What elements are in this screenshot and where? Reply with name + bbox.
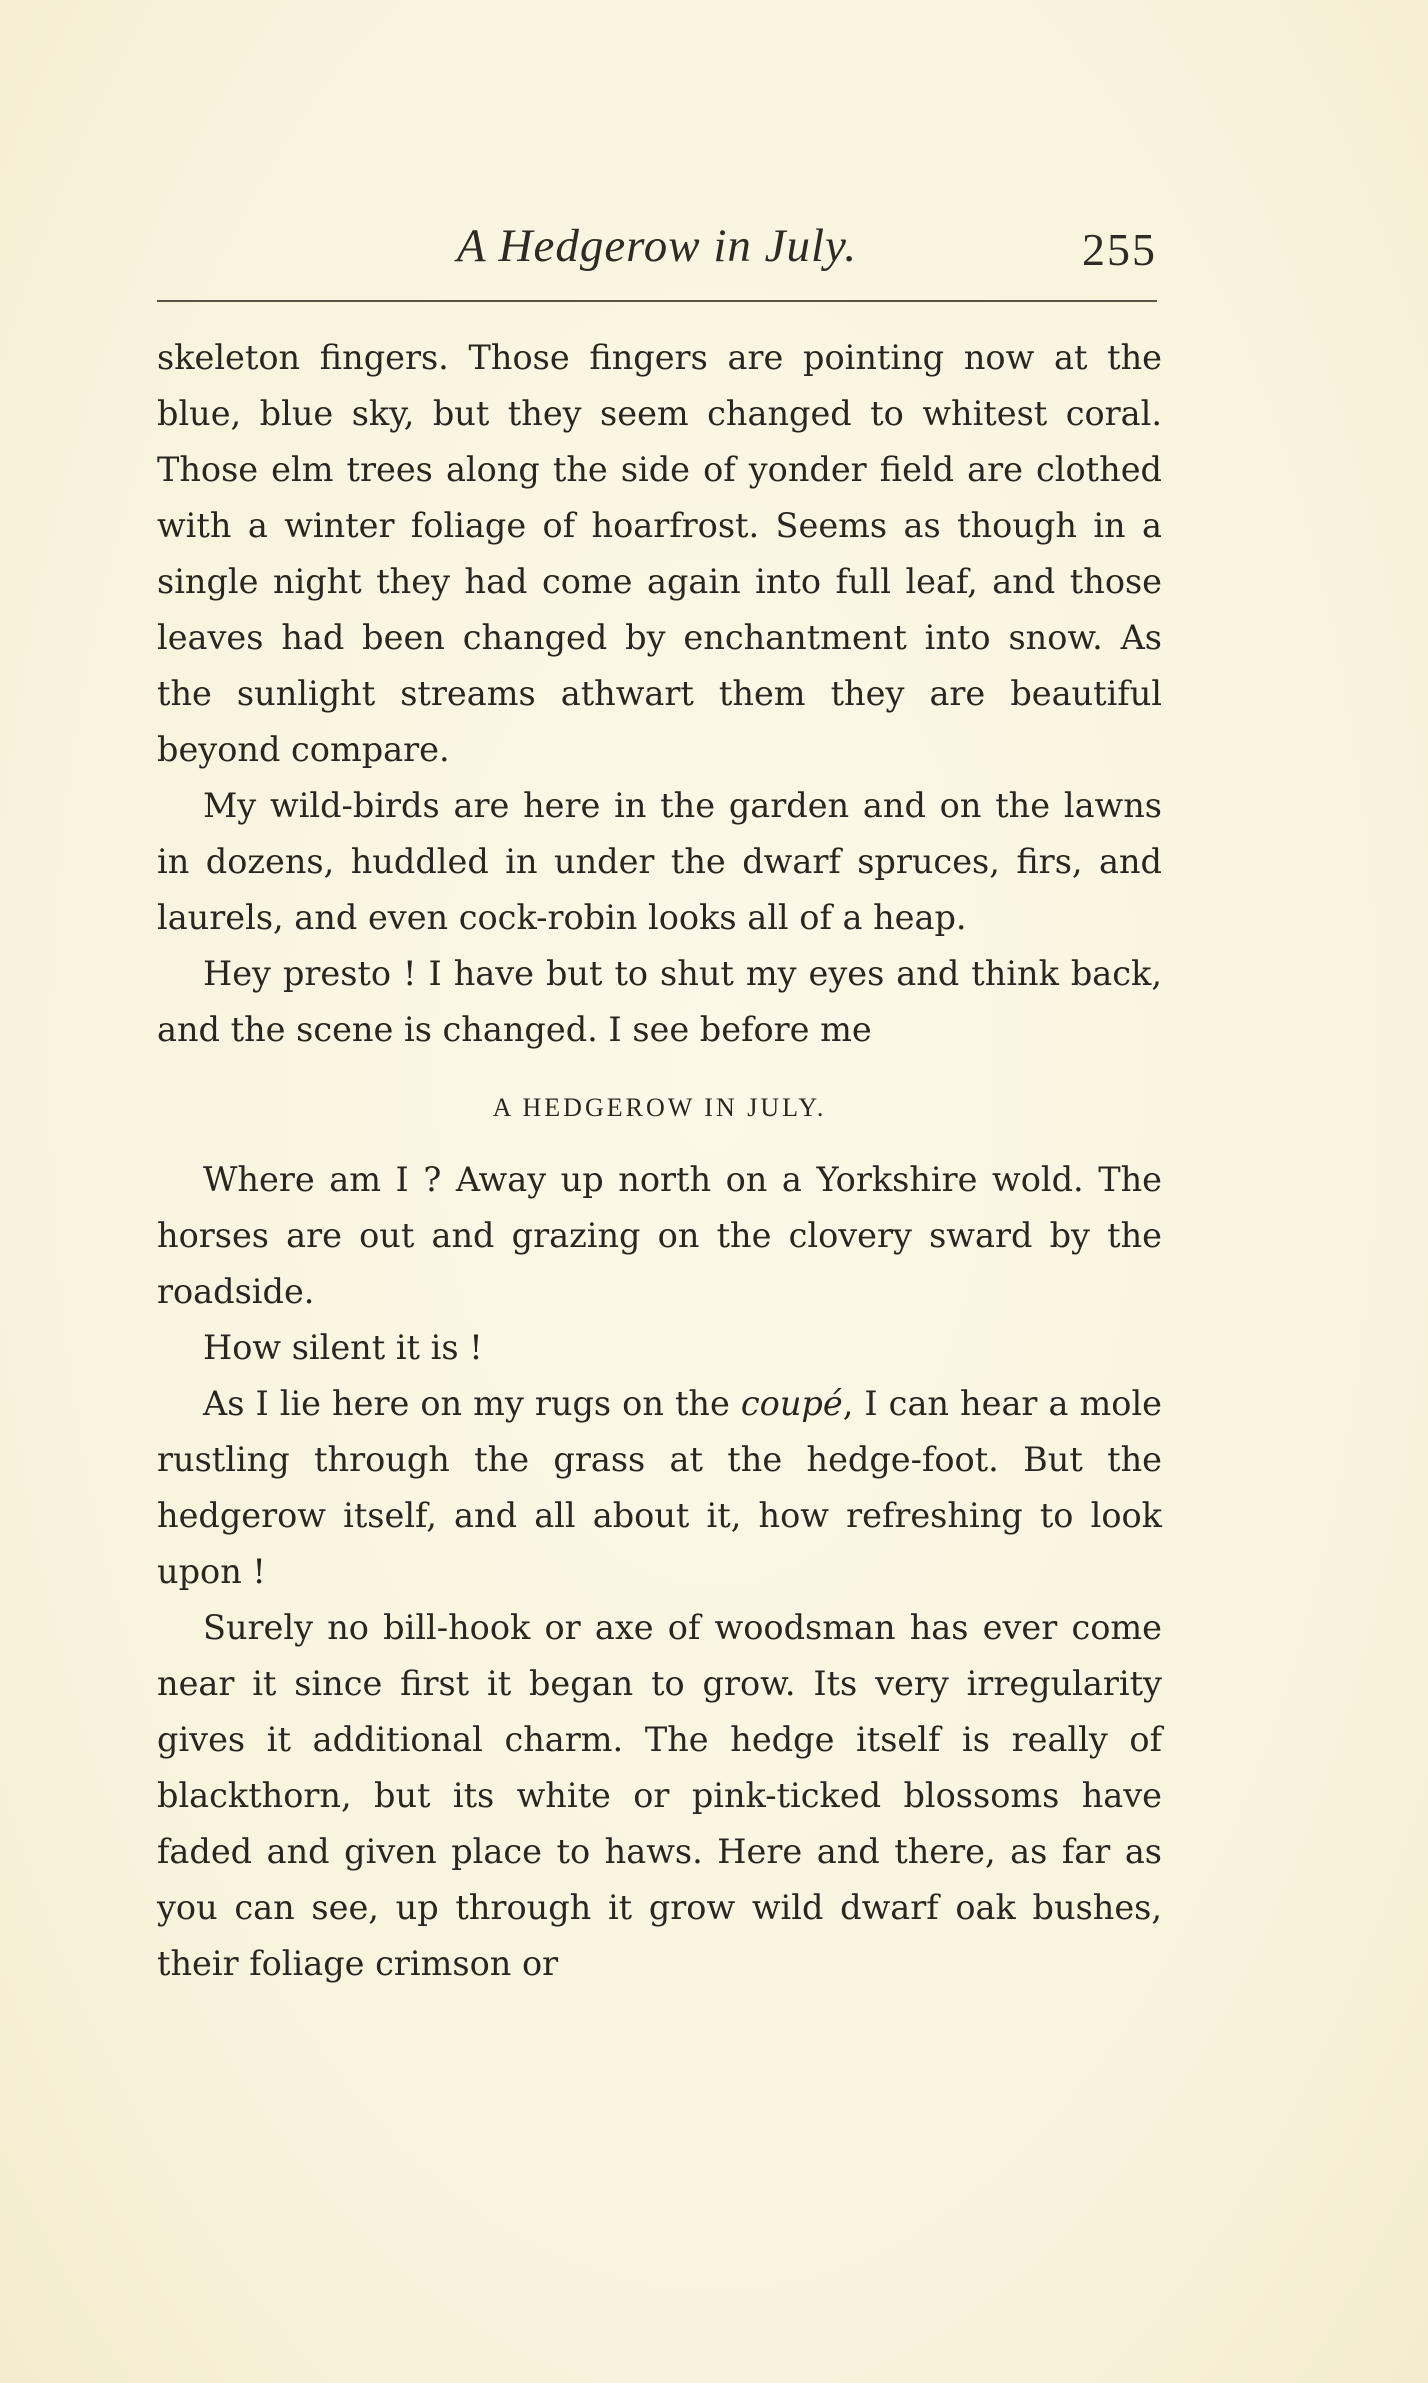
page-number: 255	[1082, 224, 1157, 275]
paragraph: How silent it is !	[203, 1328, 483, 1367]
paragraph: Where am I ? Away up north on a Yorkshire wold. The horses are out and grazing on the clovery sward by the roadside.	[157, 1160, 1162, 1311]
body-text	[157, 330, 1162, 1992]
section-heading: A HEDGEROW IN JULY.	[492, 1093, 827, 1122]
paragraph-text: , I can hear a mole rustling through the grass at the hedge-foot. But the hedgerow itself, and all about it, how refreshing to look upon !	[157, 1384, 1162, 1591]
paragraph: My wild-birds are here in the garden and on the lawns in dozens, huddled in under the dwarf spruces, firs, and laurels, and even cock-robin looks all of a heap.	[157, 786, 1162, 937]
paragraph-text: As I lie here on my rugs on the	[203, 1384, 741, 1423]
running-title: A Hedgerow in July.	[456, 220, 858, 272]
header-rule	[157, 300, 1157, 302]
paragraph	[157, 1376, 1162, 1600]
page-header	[157, 205, 1157, 285]
italic-word: coupé	[740, 1384, 843, 1423]
paragraph: Surely no bill-hook or axe of woodsman has ever come near it since first it began to grow. Its very irregularity gives it additional charm. The hedge itself is really of blackthorn, but its white or pink-ticked blossoms have faded and given place to haws. Here and there, as far as you can see, up through it grow wild dwarf oak bushes, their foliage crimson or	[157, 1608, 1162, 1983]
paragraph: skeleton fingers. Those fingers are pointing now at the blue, blue sky, but they seem changed to whitest coral. Those elm trees along the side of yonder field are clothed with a winter foliage of hoarfrost. Seems as though in a single night they had come again into full leaf, and those leaves had been changed by enchantment into snow. As the sunlight streams athwart them they are beautiful beyond compare.	[157, 338, 1162, 769]
paragraph: Hey presto ! I have but to shut my eyes and think back, and the scene is changed. I see before me	[157, 954, 1162, 1049]
